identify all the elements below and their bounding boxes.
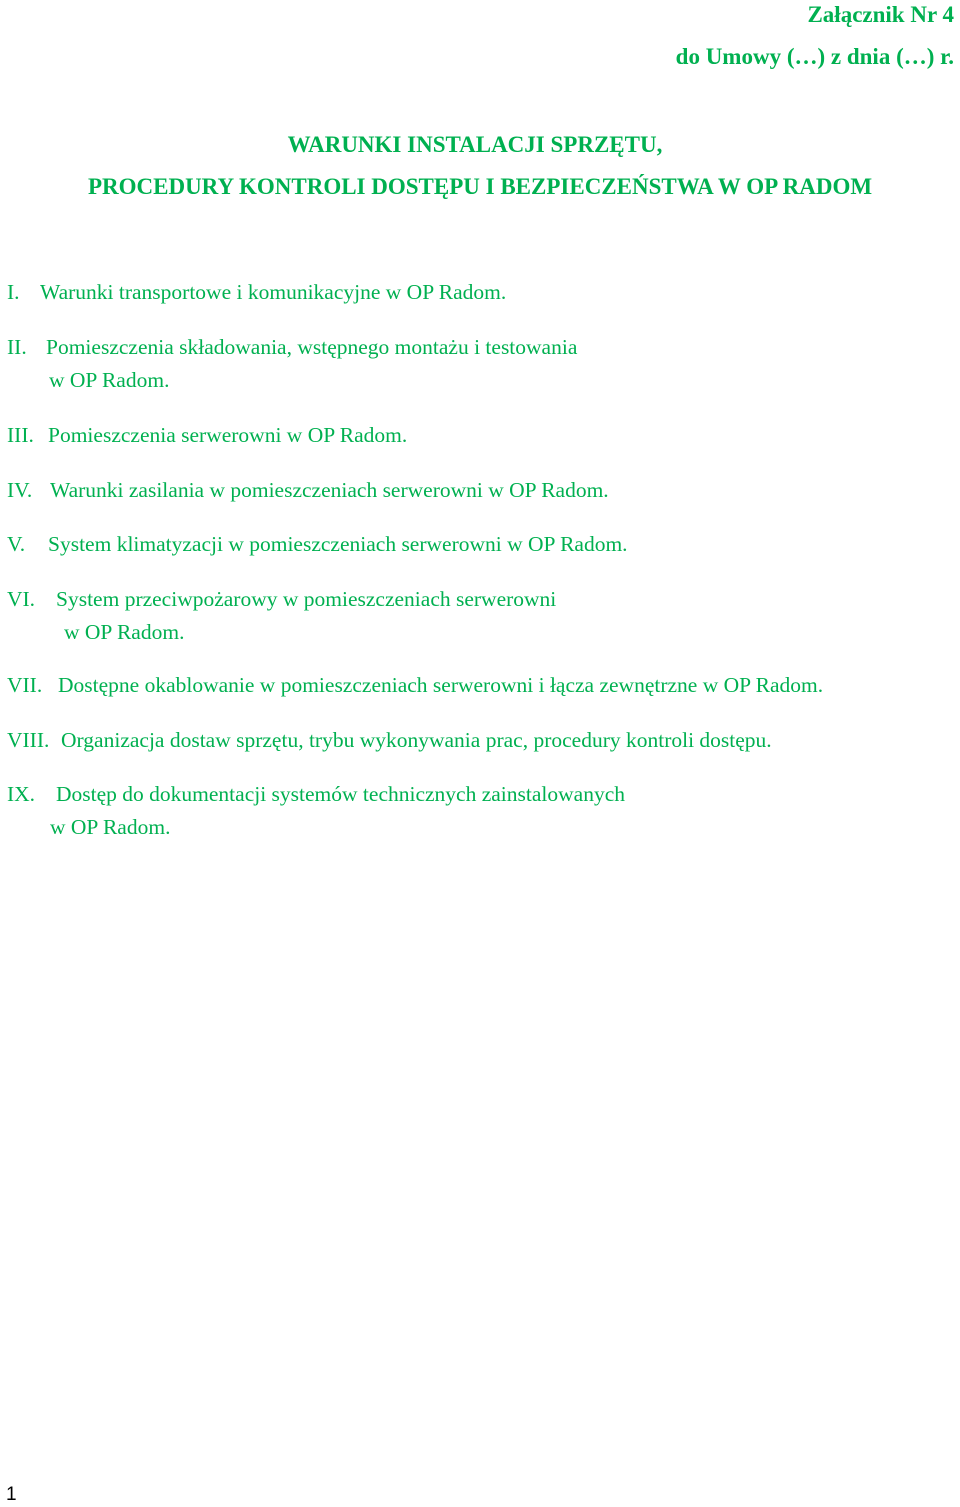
annex-number: Załącznik Nr 4 (807, 2, 954, 27)
toc-item-continuation: w OP Radom. (49, 368, 170, 392)
toc-item-number: IX. (7, 782, 36, 806)
toc-item-text: System klimatyzacji w pomieszczeniach serwerowni w OP Radom. (48, 532, 628, 556)
toc-item-number: IV. (7, 478, 33, 502)
toc-item-text: Pomieszczenia serwerowni w OP Radom. (48, 423, 408, 447)
toc-item-7 (7, 669, 823, 702)
toc-item-number: VI. (7, 587, 36, 611)
toc-item-number: V. (7, 532, 26, 556)
toc-item-number: VII. (7, 673, 43, 697)
toc-item-number: III. (7, 423, 34, 447)
toc-item-3 (7, 419, 407, 452)
document-title (0, 124, 960, 208)
toc-item-9 (7, 778, 625, 844)
document-title-line-1: WARUNKI INSTALACJI SPRZĘTU, (287, 132, 663, 157)
toc-item-5 (7, 528, 628, 561)
toc-item-2 (7, 331, 577, 397)
toc-item-text: Warunki zasilania w pomieszczeniach serwerowni w OP Radom. (50, 478, 609, 502)
toc-item-text: Dostęp do dokumentacji systemów technicznych zainstalowanych (56, 782, 625, 806)
toc-item-number: I. (7, 280, 20, 304)
page-number: 1 (6, 1484, 17, 1505)
toc-item-8 (7, 724, 772, 757)
toc-item-text: Dostępne okablowanie w pomieszczeniach serwerowni i łącza zewnętrzne w OP Radom. (58, 673, 824, 697)
annex-contract-reference: do Umowy (…) z dnia (…) r. (675, 44, 954, 69)
toc-item-text: Warunki transportowe i komunikacyjne w OP Radom. (40, 280, 507, 304)
toc-item-continuation: w OP Radom. (50, 815, 171, 839)
toc-item-continuation: w OP Radom. (64, 620, 185, 644)
toc-item-4 (7, 474, 609, 507)
toc-item-text: Organizacja dostaw sprzętu, trybu wykonywania prac, procedury kontroli dostępu. (61, 728, 772, 752)
toc-item-6 (7, 583, 556, 649)
toc-item-text: Pomieszczenia składowania, wstępnego montażu i testowania (46, 335, 578, 359)
document-title-line-2: PROCEDURY KONTROLI DOSTĘPU I BEZPIECZEŃSTWA W OP RADOM (87, 174, 873, 199)
annex-header (676, 0, 954, 78)
toc-item-number: II. (7, 335, 27, 359)
toc-item-number: VIII. (7, 728, 50, 752)
toc-item-1 (7, 276, 506, 309)
toc-item-text: System przeciwpożarowy w pomieszczeniach serwerowni (56, 587, 557, 611)
